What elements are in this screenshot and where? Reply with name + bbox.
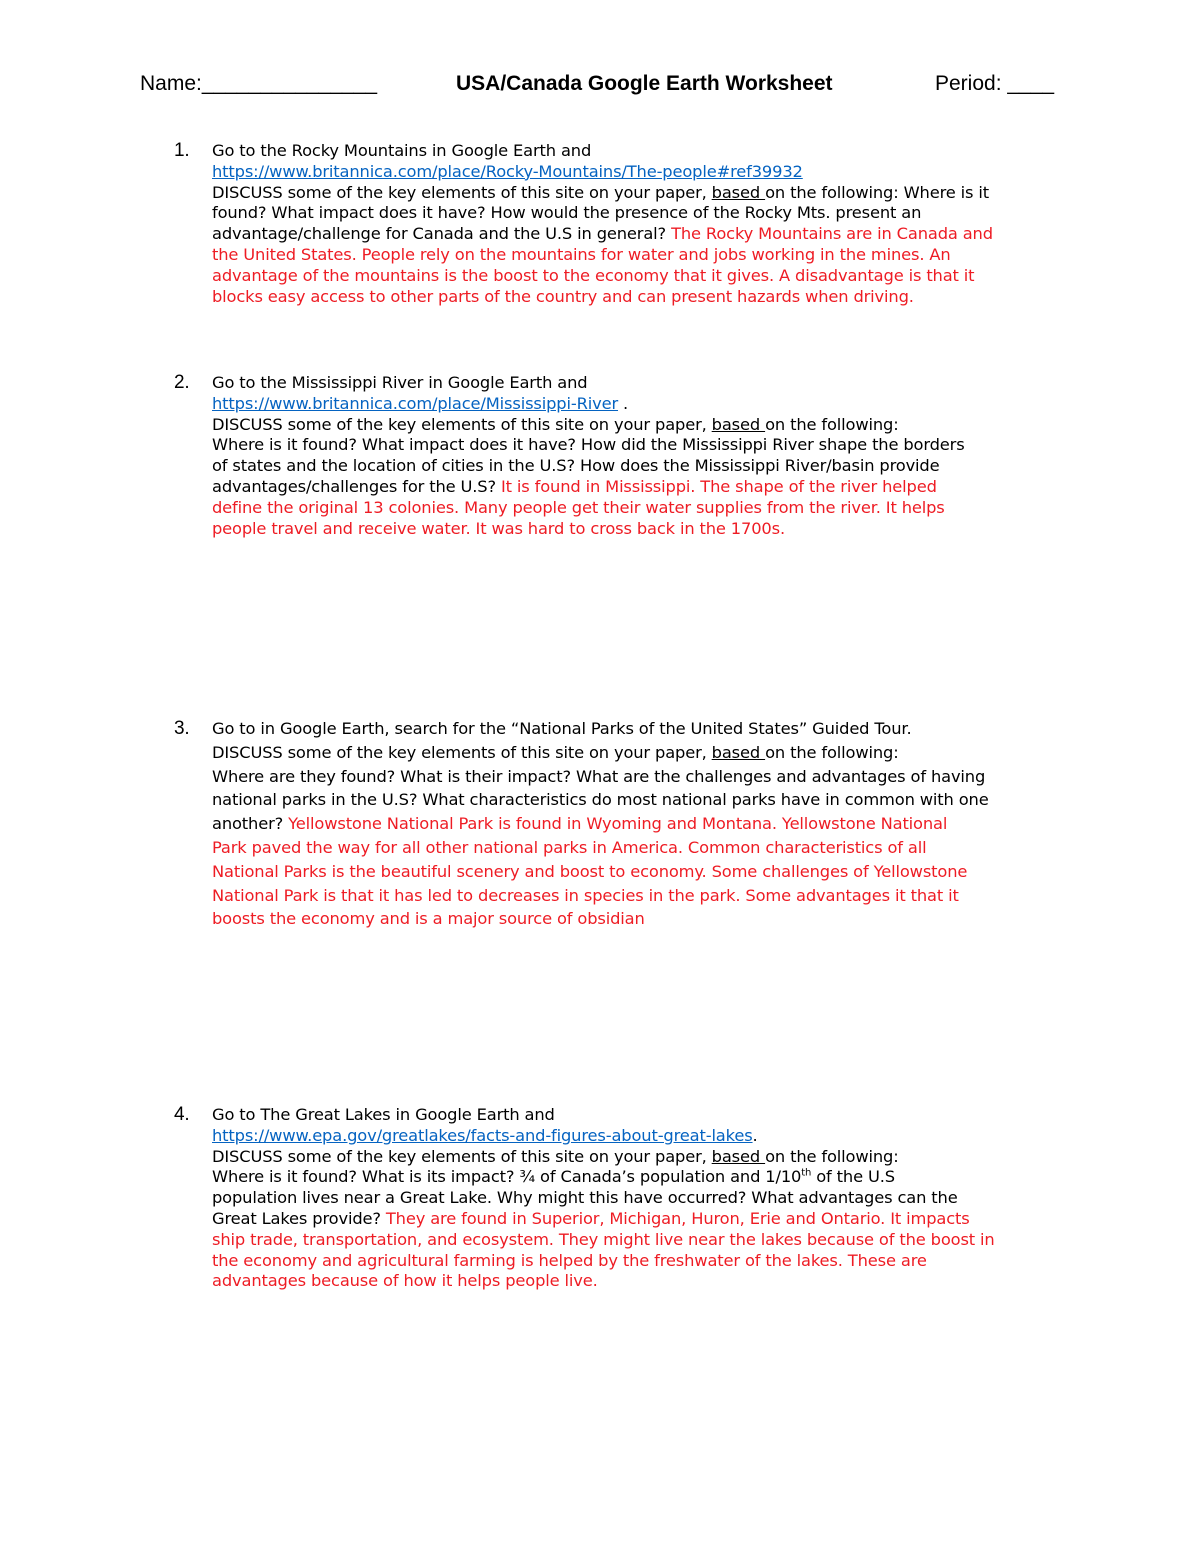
prompt-line: advantage/challenge for Canada and the U.S in general? The Rocky Mountains are in Canada and	[212, 224, 993, 244]
name-field-label: Name:_______________	[140, 72, 378, 95]
question-number: 3.	[174, 718, 190, 739]
answer-text: ship trade, transportation, and ecosystem. They might live near the lakes because of the boost in	[212, 1229, 995, 1249]
worksheet-header	[140, 72, 1062, 102]
question-intro: Go to the Mississippi River in Google Earth and	[212, 373, 588, 392]
question-body	[212, 141, 1072, 307]
answer-text: Yellowstone National Park is found in Wyoming and Montana. Yellowstone National	[288, 814, 948, 834]
prompt-line: Where is it found? What is its impact? ¾ of Canada’s population and 1/10th of the U.S	[212, 1167, 895, 1187]
question-body: Go to The Great Lakes in Google Earth and https://www.epa.gov/greatlakes/facts-and-figures-about-great-lakes. DISCUSS some of the key elements of this site on your paper, based on the following: Where is it found? What is its impact? ¾ of Canada’s population and 1/10th of the U.S population lives near a Great Lake. Why might this have occurred? What advantages can the Great Lakes provide? They are found in Superior, Michigan, Huron, Erie and Ontario. It impacts ship trade, transportation, and ecosystem. They might live near the lakes because of the boost in the economy and agricultural farming is helped by the freshwater of the lakes. These are advantages because of how it helps people live.	[212, 1105, 1072, 1292]
answer-text: Park paved the way for all other national parks in America. Common characteristics of all	[212, 837, 927, 857]
answer-text: people travel and receive water. It was hard to cross back in the 1700s.	[212, 518, 785, 538]
question-number: 1.	[174, 140, 190, 161]
discuss-line: DISCUSS some of the key elements of this site on your paper, based on the following:	[212, 414, 899, 434]
prompt-line: Where are they found? What is their impact? What are the challenges and advantages of having	[212, 766, 986, 786]
prompt-line: advantages/challenges for the U.S? It is found in Mississippi. The shape of the river helped	[212, 476, 937, 496]
discuss-line: DISCUSS some of the key elements of this site on your paper, based on the following: Where is it	[212, 182, 989, 202]
prompt-line: Where is it found? What impact does it have? How did the Mississippi River shape the borders	[212, 435, 965, 455]
answer-text: advantage of the mountains is the boost to the economy that it gives. A disadvantage is that it	[212, 265, 975, 285]
prompt-line: found? What impact does it have? How would the presence of the Rocky Mts. present an	[212, 203, 922, 223]
answer-text: the United States. People rely on the mountains for water and jobs working in the mines. An	[212, 244, 951, 264]
answer-text: They are found in Superior, Michigan, Huron, Erie and Ontario. It impacts	[385, 1208, 970, 1228]
worksheet-title: USA/Canada Google Earth Worksheet	[456, 72, 833, 95]
answer-text: define the original 13 colonies. Many people get their water supplies from the river. It helps	[212, 497, 945, 517]
answer-text: It is found in Mississippi. The shape of the river helped	[501, 476, 937, 496]
period-field-label: Period: ____	[935, 72, 1055, 95]
rocky-mountains-link[interactable]: https://www.britannica.com/place/Rocky-Mountains/The-people#ref39932	[212, 161, 803, 181]
mississippi-river-link[interactable]: https://www.britannica.com/place/Mississippi-River	[212, 393, 619, 413]
question-intro: Go to The Great Lakes in Google Earth and	[212, 1105, 555, 1124]
prompt-line: of states and the location of cities in the U.S? How does the Mississippi River/basin provide	[212, 456, 940, 476]
answer-text: The Rocky Mountains are in Canada and	[671, 224, 993, 244]
question-number: 2.	[174, 372, 190, 393]
question-body	[212, 717, 1072, 931]
prompt-line: national parks in the U.S? What characteristics do most national parks have in common with one	[212, 790, 989, 810]
answer-text: advantages because of how it helps people live.	[212, 1271, 598, 1291]
question-body: Go to the Mississippi River in Google Earth and https://www.britannica.com/place/Mississippi-River . DISCUSS some of the key elements of this site on your paper, based on the following: Where is it found? What impact does it have? How did the Mississippi River shape the borders of states and the location of cities in the U.S? How does the Mississippi River/basin provide advantages/challenges for the U.S? It is found in Mississippi. The shape of the river helped define the original 13 colonies. Many people get their water supplies from the river. It helps people travel and receive water. It was hard to cross back in the 1700s.	[212, 373, 1072, 539]
answer-text: blocks easy access to other parts of the country and can present hazards when driving.	[212, 286, 914, 306]
prompt-line: population lives near a Great Lake. Why might this have occurred? What advantages can the	[212, 1188, 958, 1208]
answer-text: boosts the economy and is a major source of obsidian	[212, 909, 645, 929]
answer-text: the economy and agricultural farming is helped by the freshwater of the lakes. These are	[212, 1250, 927, 1270]
question-number: 4.	[174, 1104, 190, 1125]
question-intro: Go to the Rocky Mountains in Google Earth and	[212, 141, 592, 160]
great-lakes-link[interactable]: https://www.epa.gov/greatlakes/facts-and-figures-about-great-lakes	[212, 1125, 753, 1145]
discuss-line: DISCUSS some of the key elements of this site on your paper, based on the following:	[212, 742, 899, 762]
answer-text: National Parks is the beautiful scenery and boost to economy. Some challenges of Yellowstone	[212, 861, 968, 881]
question-intro: Go to in Google Earth, search for the “National Parks of the United States” Guided Tour.	[212, 719, 912, 738]
discuss-line: DISCUSS some of the key elements of this site on your paper, based on the following:	[212, 1146, 899, 1166]
prompt-line: another? Yellowstone National Park is found in Wyoming and Montana. Yellowstone National	[212, 814, 948, 834]
prompt-line: Great Lakes provide? They are found in Superior, Michigan, Huron, Erie and Ontario. It impacts	[212, 1208, 970, 1228]
answer-text: National Park is that it has led to decreases in species in the park. Some advantages it that it	[212, 885, 959, 905]
